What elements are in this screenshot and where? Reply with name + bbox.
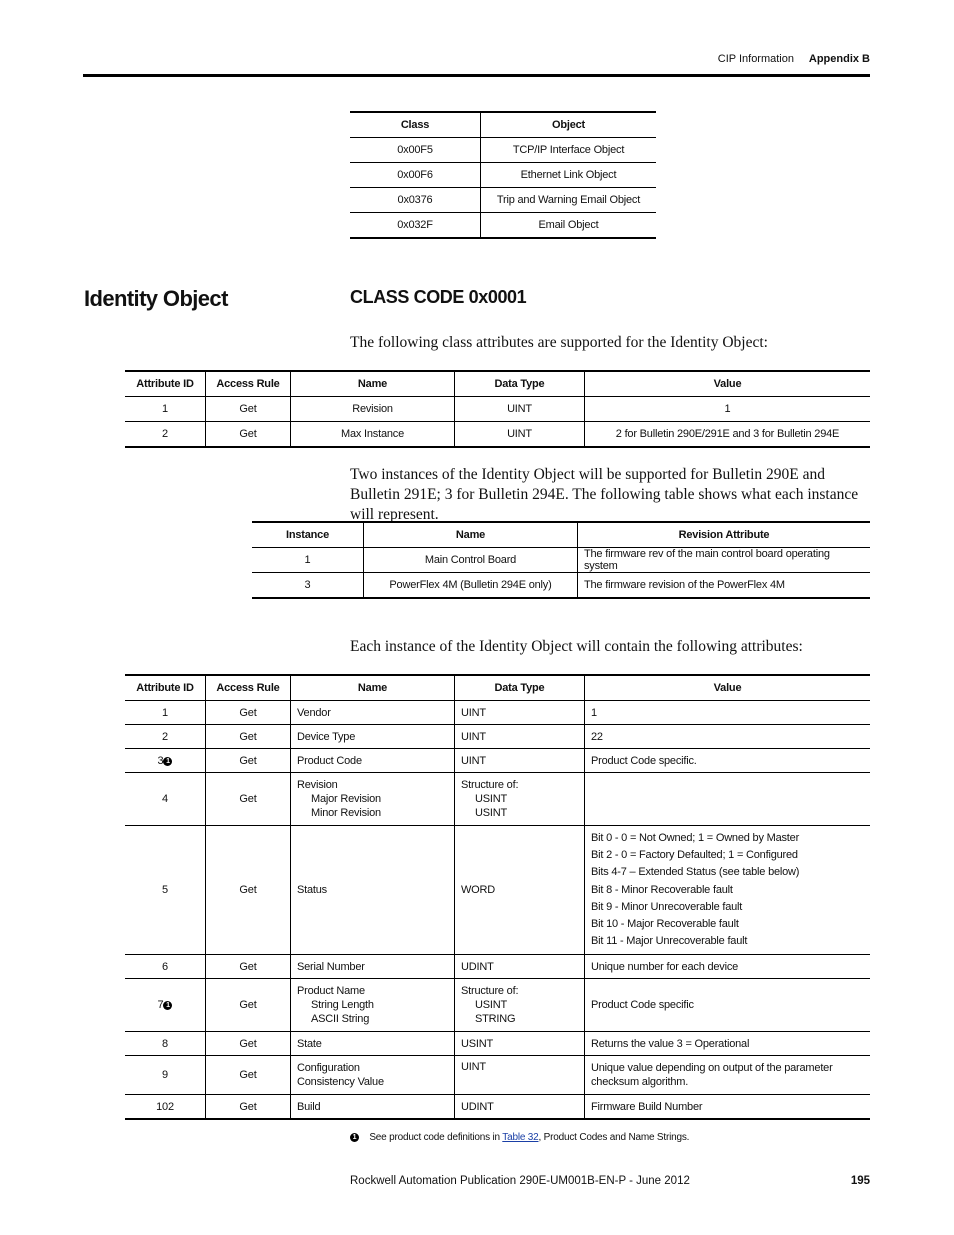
value-line: Unique value depending on output of the parameter [591,1062,833,1075]
footnote-marker: 1 [163,1001,172,1010]
table-32-link[interactable]: Table 32 [502,1132,539,1143]
access-rule-cell: Get [206,955,291,979]
type-line: Structure of: [461,779,519,791]
instance-table [252,521,870,599]
table-row [125,1032,870,1056]
data-type-cell: UINT [455,701,585,725]
table-row [125,725,870,749]
data-type-cell: USINT [455,1032,585,1056]
status-bit-line: Bit 10 - Major Recoverable fault [591,918,739,931]
col-header-data-type: Data Type [455,675,585,701]
type-subline: USINT [475,807,508,819]
name-line: Product Name [297,985,365,998]
access-rule-cell: Get [206,397,291,422]
table-row [125,1095,870,1119]
intro-paragraph: The following class attributes are supported for the Identity Object: [350,334,768,351]
access-rule-cell: Get [206,749,291,773]
attribute-id-cell: 4 [125,773,206,826]
header-appendix: Appendix B [808,53,870,65]
name-line: Configuration [297,1062,360,1075]
data-type-cell: WORD [455,826,585,955]
attribute-id-cell: 6 [125,955,206,979]
data-type-cell: UINT [455,725,585,749]
access-rule-cell: Get [206,773,291,826]
access-rule-cell: Get [206,979,291,1032]
status-bit-line: Bits 4-7 – Extended Status (see table below) [591,866,800,879]
footnote-suffix: , Product Codes and Name Strings. [538,1132,690,1143]
name-cell: Revision [291,397,455,422]
access-rule-cell: Get [206,422,291,448]
attribute-id-cell [125,749,206,773]
value-cell: Product Code specific. [585,749,871,773]
name-cell: Device Type [291,725,455,749]
page-header [83,53,870,67]
table-row [125,1056,870,1095]
data-type-cell [455,979,585,1032]
name-line: Consistency Value [297,1076,384,1089]
value-cell [585,1056,871,1095]
name-cell: PowerFlex 4M (Bulletin 294E only) [364,573,578,599]
table-row [350,188,656,213]
attribute-id-cell: 5 [125,826,206,955]
name-cell: Vendor [291,701,455,725]
value-cell: Product Code specific [585,979,871,1032]
name-cell [291,1056,455,1095]
value-cell: 1 [585,397,871,422]
col-header-instance: Instance [252,522,364,548]
name-cell: Main Control Board [364,548,578,573]
attribute-id-cell: 1 [125,397,206,422]
attribute-id-cell: 1 [125,701,206,725]
section-title: Identity Object [84,286,228,311]
col-header-value: Value [585,675,871,701]
class-attributes-table [125,370,870,448]
instances-paragraph: Two instances of the Identity Object will be supported for Bulletin 290E and Bulletin 291E; 3 for Bulletin 294E. The following table shows what each instance will represent. [350,466,859,523]
col-header-name: Name [291,371,455,397]
value-cell: Firmware Build Number [585,1095,871,1119]
attribute-id-cell: 9 [125,1056,206,1095]
table-row [252,548,870,573]
attribute-id-cell: 2 [125,725,206,749]
data-type-cell: UINT [455,397,585,422]
status-bit-line: Bit 8 - Minor Recoverable fault [591,883,733,896]
object-name-cell: Trip and Warning Email Object [481,188,657,213]
table-row [125,422,870,448]
name-cell [291,979,455,1032]
attribute-id-cell: 2 [125,422,206,448]
value-cell [585,773,871,826]
object-name-cell: Email Object [481,213,657,239]
attribute-id-text: 3 [157,754,164,767]
name-cell: Serial Number [291,955,455,979]
attribute-id-cell: 8 [125,1032,206,1056]
name-line: Revision [297,779,338,791]
footnote-marker: 1 [163,757,172,766]
status-bit-line: Bit 11 - Major Unrecoverable fault [591,935,748,948]
instance-attributes-table [125,674,870,1120]
name-cell: State [291,1032,455,1056]
col-header-class: Class [350,112,481,138]
access-rule-cell: Get [206,725,291,749]
col-header-attribute-id: Attribute ID [125,675,206,701]
col-header-revision-attribute: Revision Attribute [578,522,871,548]
access-rule-cell: Get [206,1056,291,1095]
object-name-cell: Ethernet Link Object [481,163,657,188]
name-subline: ASCII String [311,1013,370,1026]
value-cell: 22 [585,725,871,749]
table-row [125,979,870,1032]
data-type-cell: UINT [455,1056,585,1095]
name-cell: Max Instance [291,422,455,448]
instance-cell: 3 [252,573,364,599]
data-type-cell: UINT [455,422,585,448]
header-rule [83,74,870,77]
header-section: CIP Information [717,53,794,65]
value-cell [585,826,871,955]
attributes-paragraph: Each instance of the Identity Object will contain the following attributes: [350,638,803,655]
instance-cell: 1 [252,548,364,573]
value-cell: 1 [585,701,871,725]
attribute-id-cell: 102 [125,1095,206,1119]
type-subline: STRING [475,1013,516,1026]
access-rule-cell: Get [206,1032,291,1056]
col-header-name: Name [291,675,455,701]
name-subline: Major Revision [311,793,381,805]
revision-cell: The firmware revision of the PowerFlex 4M [578,573,871,599]
col-header-access-rule: Access Rule [206,675,291,701]
table-row [350,213,656,239]
attribute-id-text: 7 [157,999,164,1012]
value-cell: Returns the value 3 = Operational [585,1032,871,1056]
name-cell: Product Code [291,749,455,773]
table-row [125,749,870,773]
name-subline: String Length [311,999,374,1012]
col-header-value: Value [585,371,871,397]
class-code-cell: 0x00F6 [350,163,481,188]
data-type-cell [455,773,585,826]
name-cell: Build [291,1095,455,1119]
value-line: checksum algorithm. [591,1076,689,1089]
class-code-cell: 0x0376 [350,188,481,213]
class-code-cell: 0x032F [350,213,481,239]
subsection-title: CLASS CODE 0x0001 [350,287,527,307]
name-cell: Status [291,826,455,955]
footnote [350,1132,689,1143]
type-line: Structure of: [461,985,519,998]
revision-cell: The firmware rev of the main control board operating system [578,548,871,573]
class-code-cell: 0x00F5 [350,138,481,163]
type-subline: USINT [475,793,508,805]
col-header-attribute-id: Attribute ID [125,371,206,397]
table-row [252,573,870,599]
access-rule-cell: Get [206,1095,291,1119]
access-rule-cell: Get [206,826,291,955]
col-header-data-type: Data Type [455,371,585,397]
footnote-marker: 1 [350,1133,359,1142]
status-bit-line: Bit 2 - 0 = Factory Defaulted; 1 = Configured [591,849,798,862]
col-header-object: Object [481,112,657,138]
table-row [125,701,870,725]
value-cell: 2 for Bulletin 290E/291E and 3 for Bulletin 294E [585,422,871,448]
table-row [125,397,870,422]
footnote-prefix: See product code definitions in [369,1132,503,1143]
name-subline: Minor Revision [311,807,381,819]
attribute-id-cell [125,979,206,1032]
col-header-access-rule: Access Rule [206,371,291,397]
value-cell: Unique number for each device [585,955,871,979]
type-subline: USINT [475,999,508,1012]
class-object-table [350,111,656,239]
table-row [125,773,870,826]
col-header-name: Name [364,522,578,548]
table-row [125,826,870,955]
table-row [350,138,656,163]
table-row [350,163,656,188]
status-bit-line: Bit 0 - 0 = Not Owned; 1 = Owned by Master [591,832,800,844]
status-bit-line: Bit 9 - Minor Unrecoverable fault [591,900,743,913]
data-type-cell: UDINT [455,1095,585,1119]
object-name-cell: TCP/IP Interface Object [481,138,657,163]
name-cell [291,773,455,826]
publication-info: Rockwell Automation Publication 290E-UM001B-EN-P - June 2012 [350,1175,690,1187]
data-type-cell: UINT [455,749,585,773]
page-number: 195 [850,1175,870,1187]
table-row [125,955,870,979]
access-rule-cell: Get [206,701,291,725]
data-type-cell: UDINT [455,955,585,979]
